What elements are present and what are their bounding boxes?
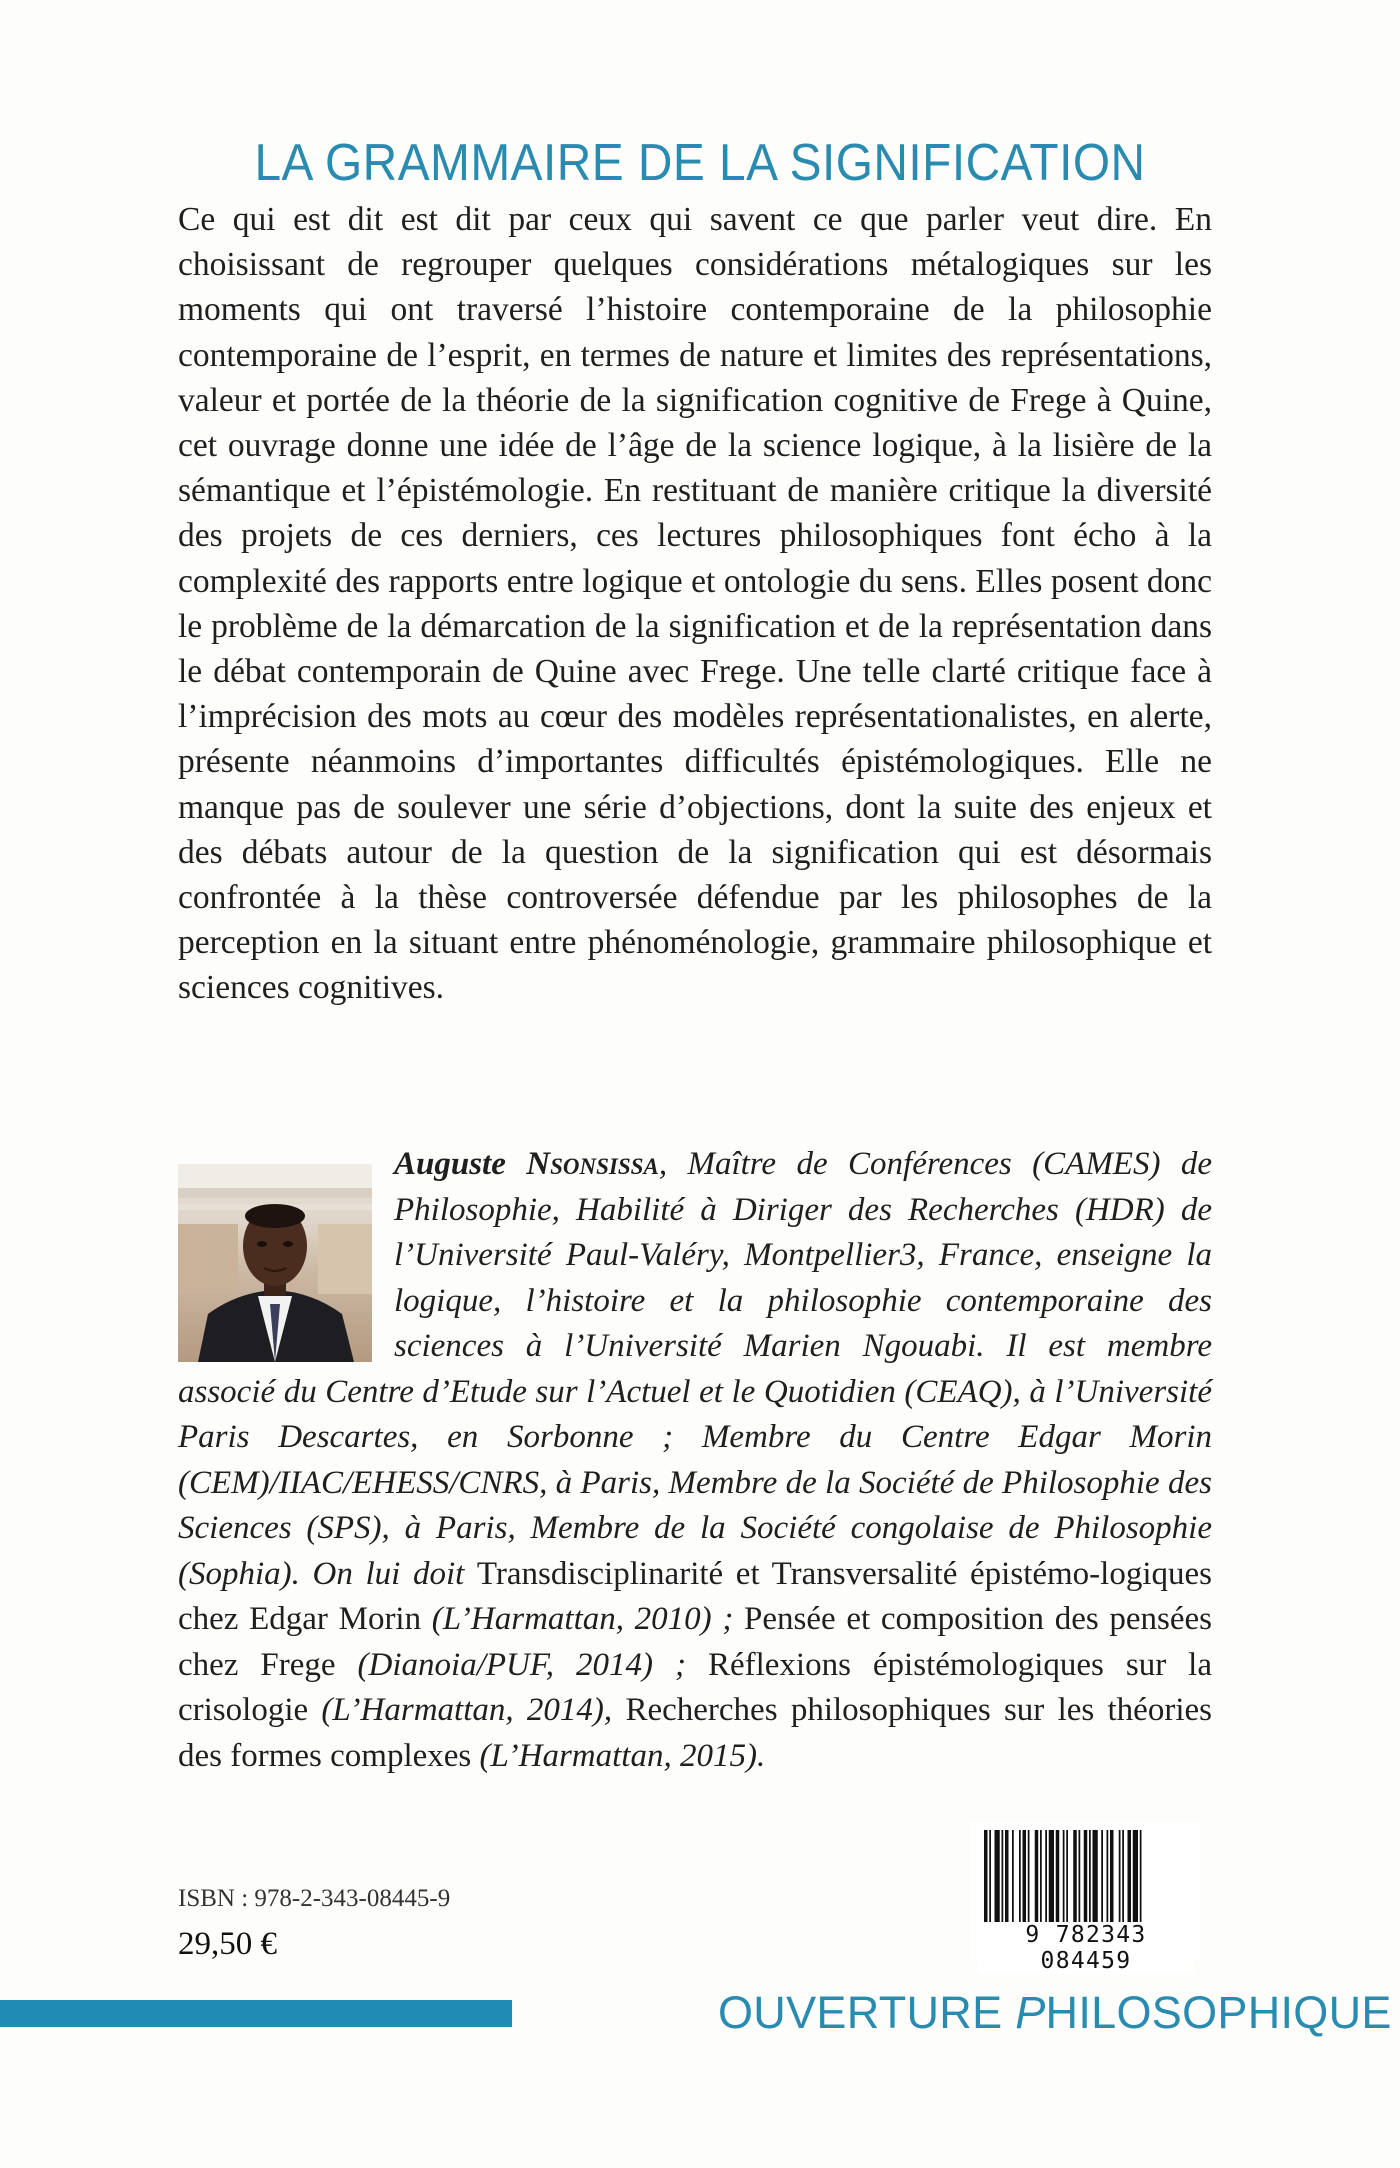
barcode-bar: [1140, 1830, 1142, 1930]
work-publisher: (L’Harmattan, 2010) ;: [421, 1601, 745, 1637]
barcode-bar: [984, 1830, 988, 1930]
barcode-bar: [1012, 1830, 1014, 1922]
barcode-bar: [989, 1830, 991, 1930]
work-title: Pensée et composition des pensées chez Frege: [178, 1601, 1212, 1683]
barcode-bar: [1040, 1830, 1042, 1922]
barcode-bar: [1023, 1830, 1027, 1922]
barcode-bar: [1101, 1830, 1103, 1922]
work-publisher: (Dianoia/PUF, 2014) ;: [335, 1646, 708, 1683]
barcode-bar: [1133, 1830, 1138, 1922]
work-title: Réflexions épistémologiques sur la crisologie: [178, 1646, 1212, 1728]
accent-stripe: [0, 2000, 512, 2027]
barcode-bar: [1119, 1830, 1121, 1922]
book-title: LA GRAMMAIRE DE LA SIGNIFICATION: [254, 133, 1146, 192]
book-summary: Ce qui est dit est dit par ceux qui savent ce que parler veut dire. En choisissant de regrouper quelques considérations métalogiques sur les moments qui ont traversé l’histoire contemporaine de la philosophie contemporaine de l’esprit, en termes de nature et limites des représentations, valeur et portée de la théorie de la signification cognitive de Frege à Quine, cet ouvrage donne une idée de l’âge de la science logique, à la lisière de la sémantique et l’épistémologie. En restituant de manière critique la diversité des projets de ces derniers, ces lectures philosophiques font écho à la complexité des rapports entre logique et ontologie du sens. Elles posent donc le problème de la démarcation de la signification et de la représentation dans le débat contemporain de Quine avec Frege. Une telle clarté critique face à l’imprécision des mots au cœur des modèles représentationalistes, en alerte, présente néanmoins d’importantes difficultés épistémologiques. Elle ne manque pas de soulever une série d’objections, dont la suite des enjeux et des débats autour de la question de la signification qui est désormais confrontée à la thèse controversée défendue par les philosophes de la perception en la situant entre phénoménologie, grammaire philosophique et sciences cognitives.: [178, 201, 1212, 1007]
work-title: Transdisciplinarité et Transversalité épistémo-logiques chez Edgar Morin: [178, 1555, 1212, 1637]
author-photo: [178, 1164, 372, 1362]
barcode-bar: [1066, 1830, 1068, 1930]
barcode-bar: [1002, 1830, 1004, 1922]
collection-name: OUVERTURE PHILOSOPHIQUE: [718, 1987, 1392, 2038]
barcode-bar: [1110, 1830, 1114, 1922]
barcode-bar: [1084, 1830, 1088, 1922]
price: 29,50 €: [178, 1926, 277, 1962]
barcode-bar: [1089, 1830, 1091, 1922]
author-bio: [178, 1142, 1212, 1779]
barcode-bar: [1093, 1830, 1098, 1922]
barcode-bar: [1045, 1830, 1047, 1922]
author-last-name: Nsonsissa: [526, 1146, 659, 1182]
barcode-bar: [995, 1830, 1000, 1922]
author-bio-text: , Maître de Conférences (CAMES) de Philosophie, Habilité à Diriger des Recherches (HDR) de l’Université Paul-Valéry, Montpellier3, France, enseigne la logique, l’histoire et la philosophie contemporaine des sciences à l’Université Marien Ngouabi. Il est membre associé du Centre d’Etude sur l’Actuel et le Quotidien (CEAQ), à l’Université Paris Descartes, en Sorbonne ; Membre du Centre Edgar Morin (CEM)/IIAC/EHESS/CNRS, à Paris, Membre de la Société de Philosophie des Sciences (SPS), à Paris, Membre de la Société congolaise de Philosophie (Sophia). On lui doit: [178, 1146, 1213, 1592]
barcode-bar: [1028, 1830, 1030, 1922]
barcode-bar: [1019, 1830, 1021, 1922]
author-first-name: Auguste: [394, 1146, 506, 1182]
barcode-bar: [1063, 1830, 1065, 1930]
barcode-bar: [1005, 1830, 1009, 1922]
barcode-number: 9 782343 084459: [978, 1922, 1194, 1974]
barcode-bar: [1035, 1830, 1039, 1922]
work-publisher: (L’Harmattan, 2015).: [471, 1737, 766, 1774]
barcode-bar: [1122, 1830, 1124, 1922]
work-title: Recherches philosophiques sur les théories des formes complexes: [178, 1692, 1212, 1774]
barcode-bar: [1107, 1830, 1109, 1922]
isbn: ISBN : 978-2-343-08445-9: [178, 1885, 451, 1912]
barcode-bar: [1049, 1830, 1054, 1922]
work-publisher: (L’Harmattan, 2014),: [308, 1692, 626, 1728]
barcode-bar: [1056, 1830, 1060, 1922]
barcode-bar: [1079, 1830, 1081, 1922]
barcode-bar: [1128, 1830, 1132, 1922]
barcode-bar: [1073, 1830, 1077, 1922]
